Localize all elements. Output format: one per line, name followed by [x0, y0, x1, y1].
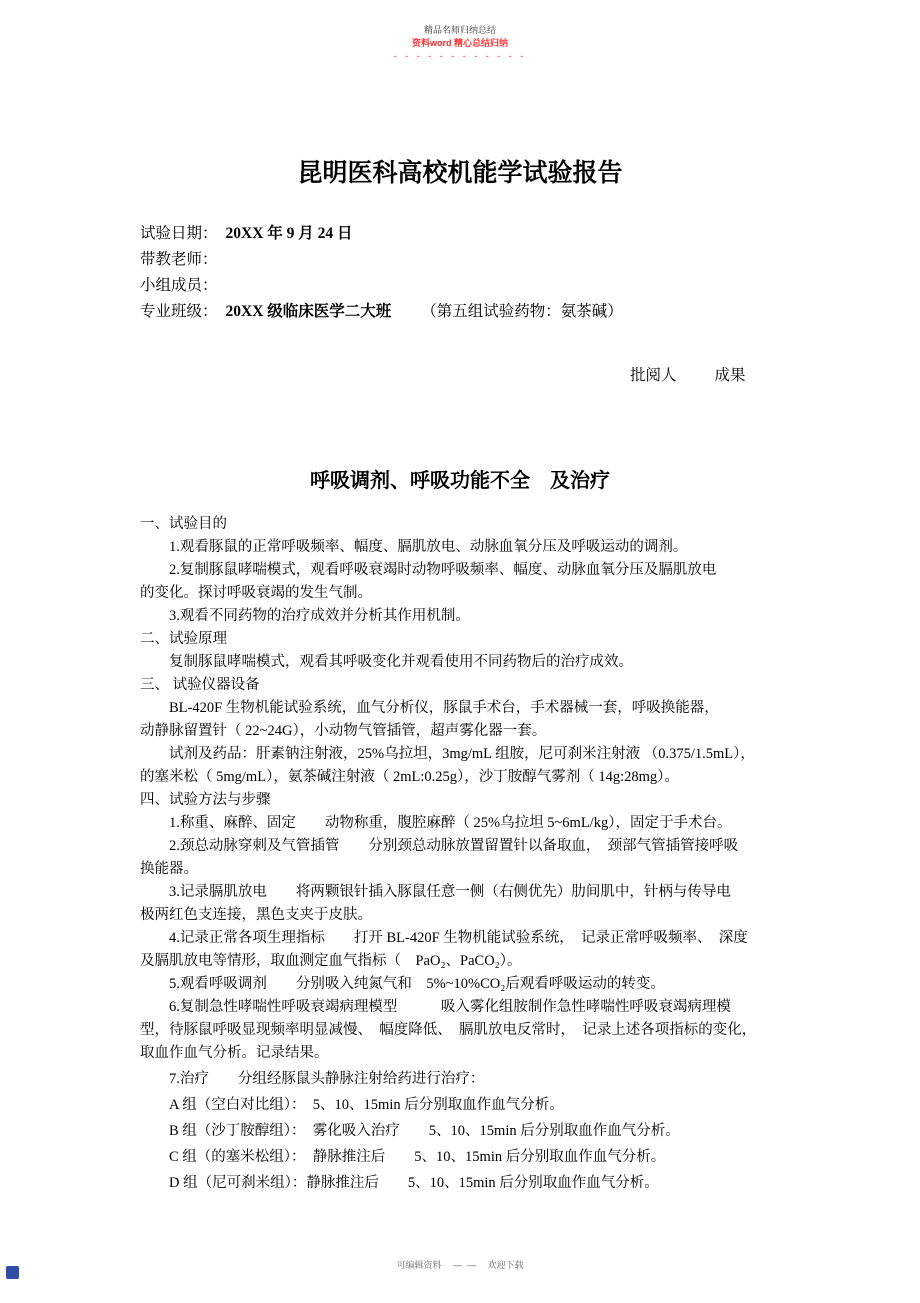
result-label: 成果 [714, 367, 746, 384]
doc-line: 5.观看呼吸调剂 分别吸入纯氮气和 5%~10%CO₂后观看呼吸运动的转变。 [140, 976, 665, 992]
doc-line: 试剂及药品：肝素钠注射液，25%乌拉坦，3mg/mL 组胺，尼可刹米注射液 （0.375/1.5mL）， [140, 746, 755, 762]
doc-line: 3.观看不同药物的治疗成效并分析其作用机制。 [140, 608, 470, 624]
doc-line: 及膈肌放电等情形，取血测定血气指标（ PaO₂、PaCO₂）。 [140, 953, 522, 969]
doc-line: 7.治疗 分组经豚鼠头静脉注射给药进行治疗： [140, 1071, 485, 1087]
doc-line: 2.颈总动脉穿刺及气管插管 分别颈总动脉放置留置针以备取血， 颈部气管插管接呼吸 [140, 838, 739, 854]
meta-line: 小组成员： [140, 277, 218, 294]
section-title: 呼吸调剂、呼吸功能不全 及治疗 [310, 470, 610, 492]
doc-line: 4.记录正常各项生理指标 打开 BL-420F 生物机能试验系统， 记录正常呼吸频率、 深度 [140, 930, 748, 946]
document-title: 昆明医科高校机能学试验报告 [297, 160, 623, 187]
header-note-red: 资料word 精心总结归纳 [412, 38, 508, 48]
header-notes [0, 0, 920, 63]
footer-note: 可编辑资料 — — 欢迎下载 [396, 1260, 524, 1270]
doc-line: 换能器。 [140, 861, 198, 877]
header-note-black: 精品名师归纳总结 [423, 25, 496, 35]
doc-line: 极两红色支连接，黑色支夹于皮肤。 [140, 907, 372, 923]
doc-line: 型，待豚鼠呼吸显现频率明显减慢、 幅度降低、 膈肌放电反常时， 记录上述各项指标的变化， [140, 1022, 757, 1038]
doc-line: B 组（沙丁胺醇组）： 雾化吸入治疗 5、10、15min 后分别取血作血气分析。 [140, 1123, 680, 1139]
doc-line: 1.观看豚鼠的正常呼吸频率、幅度、膈肌放电、动脉血氧分压及呼吸运动的调剂。 [140, 539, 688, 555]
doc-line: 6.复制急性哮喘性呼吸衰竭病理模型 吸入雾化组胺制作急性哮喘性呼吸衰竭病理模 [140, 999, 731, 1015]
doc-line: 的变化。探讨呼吸衰竭的发生气制。 [140, 585, 372, 601]
doc-line: 三、 试验仪器设备 [140, 677, 260, 693]
review-line [630, 365, 920, 387]
meta-line: 专业班级： 20XX 级临床医学二大班 （第五组试验药物：氨茶碱） [140, 303, 623, 320]
meta-line: 带教老师： [140, 251, 218, 268]
doc-line: D 组（尼可刹米组）：静脉推注后 5、10、15min 后分别取血作血气分析。 [140, 1175, 659, 1191]
doc-line: BL-420F 生物机能试验系统，血气分析仪，豚鼠手术台，手术器械一套，呼吸换能器， [140, 700, 719, 716]
doc-line: 3.记录膈肌放电 将两颗银针插入豚鼠任意一侧（右侧优先）肋间肌中，针柄与传导电 [140, 884, 731, 900]
doc-line: 二、试验原理 [140, 631, 227, 647]
doc-line: 复制豚鼠哮喘模式，观看其呼吸变化并观看使用不同药物后的治疗成效。 [140, 654, 633, 670]
doc-line: 动静脉留置针（ 22~24G），小动物气管插管，超声雾化器一套。 [140, 723, 547, 739]
meta-line: 试验日期： 20XX 年 9 月 24 日 [140, 225, 353, 242]
doc-line: 取血作血气分析。记录结果。 [140, 1045, 329, 1061]
doc-line: 一、试验目的 [140, 516, 227, 532]
doc-line: A 组（空白对比组）： 5、10、15min 后分别取血作血气分析。 [140, 1097, 564, 1113]
meta-block [140, 221, 920, 325]
doc-line: 1.称重、麻醉、固定 动物称重，腹腔麻醉（ 25%乌拉坦 5~6mL/kg），固定于手术台。 [140, 815, 732, 831]
header-dashed-line: - - - - - - - - - - - - [393, 51, 527, 61]
doc-line: C 组（的塞米松组）： 静脉推注后 5、10、15min 后分别取血作血气分析。 [140, 1149, 666, 1165]
body-lines [140, 513, 830, 1195]
reviewer-label: 批阅人 [630, 367, 677, 384]
doc-line: 四、试验方法与步骤 [140, 792, 271, 808]
doc-line: 2.复制豚鼠哮喘模式，观看呼吸衰竭时动物呼吸频率、幅度、动脉血氧分压及膈肌放电 [140, 562, 717, 578]
doc-line: 的塞米松（ 5mg/mL），氨茶碱注射液（ 2mL:0.25g），沙丁胺醇气雾剂（ 14g:28mg）。 [140, 769, 679, 785]
